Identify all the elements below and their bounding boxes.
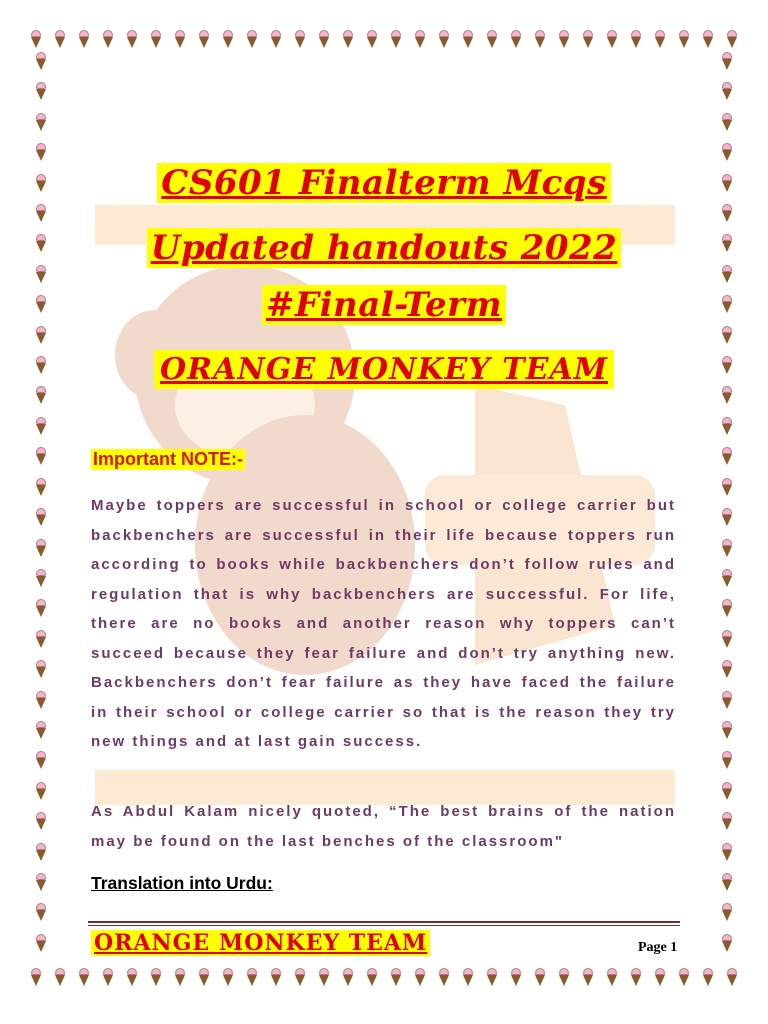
ice-cream-cone-icon bbox=[721, 539, 733, 557]
ice-cream-cone-icon bbox=[721, 782, 733, 800]
title-line-1 bbox=[0, 163, 768, 203]
ice-cream-cone-icon bbox=[126, 30, 138, 48]
ice-cream-cone-icon bbox=[462, 968, 474, 986]
ice-cream-cone-icon bbox=[721, 113, 733, 131]
ice-cream-cone-icon bbox=[726, 30, 738, 48]
ice-cream-cone-icon bbox=[510, 30, 522, 48]
team-heading-text: ORANGE MONKEY TEAM bbox=[154, 350, 614, 389]
ice-cream-cone-icon bbox=[30, 30, 42, 48]
ice-cream-cone-icon bbox=[721, 691, 733, 709]
note-paragraph: Maybe toppers are successful in school or college carrier but backbenchers are successful in their life because toppers run according to books while backbenchers don’t follow rules and regulation that is why backbenchers are successful. For life, there are no books and another reason why toppers can’t succeed because they fear failure and don’t try anything new. Backbenchers don’t fear failure as they have faced the failure in their school or college carrier so that is the reason they try new things and at last gain success. bbox=[91, 497, 676, 750]
footer-divider-thin bbox=[88, 925, 680, 926]
ice-cream-cone-icon bbox=[462, 30, 474, 48]
ice-cream-cone-icon bbox=[721, 478, 733, 496]
ice-cream-cone-icon bbox=[702, 30, 714, 48]
ice-cream-cone-icon bbox=[582, 968, 594, 986]
ice-cream-cone-icon bbox=[486, 968, 498, 986]
ice-cream-cone-icon bbox=[726, 968, 738, 986]
ice-cream-cone-icon bbox=[721, 843, 733, 861]
ice-cream-cone-icon bbox=[35, 417, 47, 435]
ice-cream-cone-icon bbox=[630, 968, 642, 986]
ice-cream-cone-icon bbox=[606, 30, 618, 48]
ice-cream-cone-icon bbox=[246, 30, 258, 48]
quote-paragraph: As Abdul Kalam nicely quoted, “The best brains of the nation may be found on the last benches of the classroom" bbox=[91, 803, 676, 850]
ice-cream-cone-icon bbox=[366, 30, 378, 48]
ice-cream-cone-icon bbox=[102, 968, 114, 986]
ice-cream-cone-icon bbox=[35, 903, 47, 921]
ice-cream-cone-icon bbox=[35, 599, 47, 617]
ice-cream-cone-icon bbox=[35, 751, 47, 769]
ice-cream-cone-icon bbox=[35, 691, 47, 709]
ice-cream-cone-icon bbox=[558, 968, 570, 986]
ice-cream-cone-icon bbox=[414, 968, 426, 986]
ice-cream-cone-icon bbox=[721, 599, 733, 617]
ice-cream-cone-icon bbox=[174, 968, 186, 986]
ice-cream-cone-icon bbox=[342, 30, 354, 48]
ice-cream-cone-icon bbox=[721, 508, 733, 526]
ice-cream-cone-icon bbox=[582, 30, 594, 48]
ice-cream-cone-icon bbox=[721, 52, 733, 70]
title-text-3: #Final-Term bbox=[262, 285, 506, 325]
ice-cream-cone-icon bbox=[35, 447, 47, 465]
page-number: Page 1 bbox=[638, 940, 678, 955]
ice-cream-cone-icon bbox=[606, 968, 618, 986]
ice-cream-cone-icon bbox=[35, 326, 47, 344]
ice-cream-cone-icon bbox=[721, 934, 733, 952]
ice-cream-cone-icon bbox=[35, 478, 47, 496]
title-line-3 bbox=[0, 285, 768, 325]
ice-cream-cone-icon bbox=[486, 30, 498, 48]
ice-cream-cone-icon bbox=[35, 143, 47, 161]
ice-cream-cone-icon bbox=[342, 968, 354, 986]
ice-cream-cone-icon bbox=[558, 30, 570, 48]
ice-cream-cone-icon bbox=[102, 30, 114, 48]
title-line-2 bbox=[0, 228, 768, 268]
ice-cream-cone-icon bbox=[721, 82, 733, 100]
ice-cream-cone-icon bbox=[534, 968, 546, 986]
ice-cream-cone-icon bbox=[654, 30, 666, 48]
team-heading bbox=[0, 352, 768, 387]
ice-cream-cone-icon bbox=[35, 843, 47, 861]
ice-cream-cone-icon bbox=[702, 968, 714, 986]
ice-cream-cone-icon bbox=[721, 903, 733, 921]
ice-cream-cone-icon bbox=[294, 30, 306, 48]
ice-cream-cone-icon bbox=[721, 660, 733, 678]
translation-heading: Translation into Urdu: bbox=[91, 873, 273, 893]
ice-cream-cone-icon bbox=[35, 52, 47, 70]
ice-cream-cone-icon bbox=[534, 30, 546, 48]
ice-cream-cone-icon bbox=[414, 30, 426, 48]
footer-divider bbox=[88, 921, 680, 923]
ice-cream-cone-icon bbox=[198, 968, 210, 986]
ice-cream-cone-icon bbox=[30, 968, 42, 986]
ice-cream-cone-icon bbox=[35, 508, 47, 526]
ice-cream-cone-icon bbox=[678, 968, 690, 986]
ice-cream-cone-icon bbox=[721, 417, 733, 435]
ice-cream-cone-icon bbox=[438, 30, 450, 48]
ice-cream-cone-icon bbox=[150, 968, 162, 986]
border-bottom bbox=[30, 968, 738, 990]
ice-cream-cone-icon bbox=[35, 721, 47, 739]
ice-cream-cone-icon bbox=[126, 968, 138, 986]
ice-cream-cone-icon bbox=[35, 82, 47, 100]
ice-cream-cone-icon bbox=[270, 968, 282, 986]
ice-cream-cone-icon bbox=[222, 968, 234, 986]
ice-cream-cone-icon bbox=[630, 30, 642, 48]
ice-cream-cone-icon bbox=[721, 751, 733, 769]
ice-cream-cone-icon bbox=[721, 447, 733, 465]
ice-cream-cone-icon bbox=[721, 326, 733, 344]
ice-cream-cone-icon bbox=[318, 968, 330, 986]
ice-cream-cone-icon bbox=[390, 30, 402, 48]
ice-cream-cone-icon bbox=[35, 873, 47, 891]
ice-cream-cone-icon bbox=[54, 30, 66, 48]
ice-cream-cone-icon bbox=[721, 630, 733, 648]
ice-cream-cone-icon bbox=[54, 968, 66, 986]
ice-cream-cone-icon bbox=[721, 386, 733, 404]
ice-cream-cone-icon bbox=[294, 968, 306, 986]
ice-cream-cone-icon bbox=[35, 386, 47, 404]
ice-cream-cone-icon bbox=[198, 30, 210, 48]
ice-cream-cone-icon bbox=[222, 30, 234, 48]
ice-cream-cone-icon bbox=[654, 968, 666, 986]
ice-cream-cone-icon bbox=[150, 30, 162, 48]
ice-cream-cone-icon bbox=[510, 968, 522, 986]
border-top bbox=[30, 30, 738, 52]
ice-cream-cone-icon bbox=[366, 968, 378, 986]
ice-cream-cone-icon bbox=[35, 934, 47, 952]
ice-cream-cone-icon bbox=[78, 968, 90, 986]
ice-cream-cone-icon bbox=[390, 968, 402, 986]
ice-cream-cone-icon bbox=[78, 30, 90, 48]
ice-cream-cone-icon bbox=[35, 812, 47, 830]
title-text-2: Updated handouts 2022 bbox=[147, 228, 622, 268]
ice-cream-cone-icon bbox=[721, 143, 733, 161]
ice-cream-cone-icon bbox=[35, 113, 47, 131]
ice-cream-cone-icon bbox=[35, 630, 47, 648]
ice-cream-cone-icon bbox=[246, 968, 258, 986]
ice-cream-cone-icon bbox=[318, 30, 330, 48]
ice-cream-cone-icon bbox=[35, 204, 47, 222]
ice-cream-cone-icon bbox=[35, 569, 47, 587]
important-note-heading: Important NOTE:- bbox=[93, 449, 243, 469]
ice-cream-cone-icon bbox=[721, 873, 733, 891]
ice-cream-cone-icon bbox=[174, 30, 186, 48]
ice-cream-cone-icon bbox=[678, 30, 690, 48]
ice-cream-cone-icon bbox=[35, 539, 47, 557]
ice-cream-cone-icon bbox=[270, 30, 282, 48]
ice-cream-cone-icon bbox=[721, 204, 733, 222]
ice-cream-cone-icon bbox=[721, 812, 733, 830]
ice-cream-cone-icon bbox=[721, 569, 733, 587]
ice-cream-cone-icon bbox=[35, 660, 47, 678]
footer-team-label: ORANGE MONKEY TEAM bbox=[91, 930, 430, 956]
ice-cream-cone-icon bbox=[35, 782, 47, 800]
title-text-1: CS601 Finalterm Mcqs bbox=[157, 163, 610, 203]
ice-cream-cone-icon bbox=[438, 968, 450, 986]
ice-cream-cone-icon bbox=[721, 721, 733, 739]
